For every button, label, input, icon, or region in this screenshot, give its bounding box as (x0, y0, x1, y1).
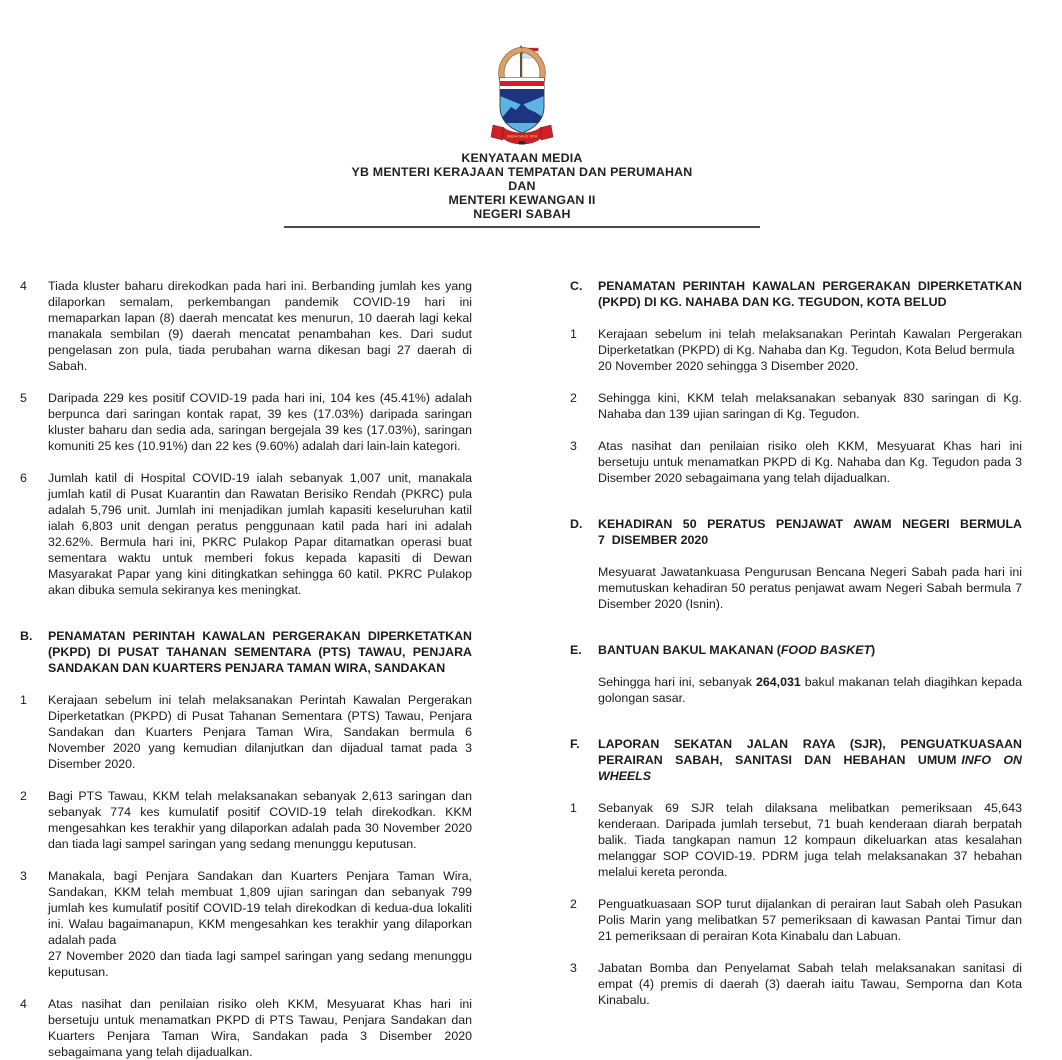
item-number: 2 (20, 789, 27, 803)
item-text: Sehingga kini, KKM telah melaksanakan sebanyak 830 saringan di Kg. Nahaba dan 139 ujian saringan di Kg. Tegudon. (598, 391, 1022, 421)
section-e-heading (570, 642, 1022, 658)
paragraph-a4 (20, 278, 472, 374)
paragraph-b1 (20, 692, 472, 772)
paragraph-f2 (570, 896, 1022, 944)
section-letter: E. (570, 643, 582, 657)
section-title (598, 642, 1022, 658)
paragraph-b3 (20, 868, 472, 980)
item-text: Bagi PTS Tawau, KKM telah melaksanakan sebanyak 2,613 saringan dan sebanyak 774 kes kumulatif positif COVID-19 telah direkodkan. KKM mengesahkan kes terakhir yang dilaporkan adalah pada 30 November 2020 dan tiada lagi sampel saringan yang sedang menunggu keputusan. (48, 789, 472, 851)
paragraph-b4 (20, 996, 472, 1060)
item-text-part-1: Penguatkuasaan SOP turut dijalankan di perairan laut Sabah oleh Pasukan Polis Marin yang melibatkan 57 pemeriksaan di kawasan Pantai Timur dan (598, 897, 1022, 927)
paragraph-a5 (20, 390, 472, 454)
item-number: 2 (570, 391, 577, 405)
section-title-text: BANTUAN BAKUL MAKANAN ( (598, 643, 781, 657)
paragraph-e1 (570, 674, 1022, 706)
paragraph-b2 (20, 788, 472, 852)
section-title-italic: FOOD BASKET (780, 643, 872, 657)
paragraph-c2 (570, 390, 1022, 422)
item-text: Sebanyak 69 SJR telah dilaksana melibatkan pemeriksaan 45,643 kenderaan. Daripada jumlah tersebut, 71 buah kenderaan diarah berpatah balik. Tiada tangkapan namun 12 kompaun dikeluarkan atas kesalahan melanggar SOP COVID-19. PDRM juga telah melaksanakan 37 hebahan melalui kereta peronda. (598, 801, 1022, 879)
paragraph-a6 (20, 470, 472, 598)
item-text-part-2: 20 November 2020 sehingga 3 Disember 2020. (598, 359, 859, 373)
paragraph-f3 (570, 960, 1022, 1008)
item-text: Jumlah katil di Hospital COVID-19 ialah sebanyak 1,007 unit, manakala jumlah katil di Pusat Kuarantin dan Rawatan Berisiko Rendah (PKRC) pula adalah 5,796 unit. Jumlah ini menjadikan jumlah kapasiti keseluruhan katil ialah 6,803 unit dengan peratus penggunaan katil pada hari ini adalah 32.62%. Bermula hari ini, PKRC Pulakop Papar ditamatkan operasi buat sementara waktu untuk memberi fokus kepada kapasiti di Dewan Masyarakat Papar yang kini ditingkatkan sehingga 60 katil. PKRC Pulakop akan dibuka semula sekiranya kes meningkat. (48, 471, 472, 597)
section-title (598, 736, 1022, 784)
item-text: Daripada 229 kes positif COVID-19 pada hari ini, 104 kes (45.41%) adalah berpunca dari saringan kontak rapat, 39 kes (17.03%) daripada saringan kluster baharu dan sedia ada, saringan bergejala 39 kes (17.03%), saringan komuniti 25 kes (10.91%) dan 22 kes (9.60%) adalah dari lain-lain kategori. (48, 391, 472, 453)
item-text (598, 896, 1022, 944)
section-title: PENAMATAN PERINTAH KAWALAN PERGERAKAN DIPERKETATKAN (PKPD) DI KG. NAHABA DAN KG. TEGUDON, KOTA BELUD (598, 279, 1022, 309)
right-column (570, 278, 1022, 1008)
header-title-line-1: KENYATAAN MEDIA (461, 151, 583, 165)
item-text-suffix: bakul makanan telah diagihkan kepada golongan sasar. (598, 675, 1022, 705)
section-letter: F. (570, 737, 580, 751)
section-c-heading (570, 278, 1022, 310)
item-text: Atas nasihat dan penilaian risiko oleh KKM, Mesyuarat Khas hari ini bersetuju untuk menamatkan PKPD di Kg. Nahaba dan Kg. Tegudon pada 3 Disember 2020 sebagaimana yang telah dijadualkan. (598, 439, 1022, 485)
item-number: 5 (20, 391, 27, 405)
section-letter: D. (570, 517, 583, 531)
section-title-line-2: 7 DISEMBER 2020 (598, 533, 709, 547)
section-title-suffix: ) (871, 643, 876, 657)
section-f-heading (570, 736, 1022, 784)
item-text (598, 326, 1022, 374)
section-title (598, 516, 1022, 548)
section-title: PENAMATAN PERINTAH KAWALAN PERGERAKAN DIPERKETATKAN (PKPD) DI PUSAT TAHANAN SEMENTARA (PTS) TAWAU, PENJARA SANDAKAN DAN KUARTERS PENJARA TAMAN WIRA, SANDAKAN (48, 629, 472, 675)
header-divider (284, 226, 760, 228)
section-title-line-1: KEHADIRAN 50 PERATUS PENJAWAT AWAM NEGERI BERMULA (598, 517, 1022, 531)
left-column (20, 278, 472, 1060)
item-number: 3 (570, 439, 577, 453)
item-text-prefix: Sehingga hari ini, sebanyak (598, 675, 756, 689)
item-number-spacer (570, 674, 598, 706)
item-text-part-1: Kerajaan sebelum ini telah melaksanakan Perintah Kawalan Pergerakan Diperketatkan (PKPD) di Kg. Nahaba dan Kg. Tegudon, Kota Belud bermula (598, 327, 1022, 357)
item-number: 1 (570, 801, 577, 815)
section-letter: B. (20, 629, 33, 643)
item-number: 4 (20, 997, 27, 1011)
section-letter: C. (570, 279, 583, 293)
item-text: Kerajaan sebelum ini telah melaksanakan Perintah Kawalan Pergerakan Diperketatkan (PKPD) di Pusat Tahanan Sementara (PTS) Tawau, Penjara Sandakan dan Kuarters Penjara Taman Wira, Sandakan bermula 6 November 2020 yang kemudian dilanjutkan dan dijadual tamat pada 3 Disember 2020. (48, 693, 472, 771)
section-title-italic: INFO ON WHEELS (598, 753, 1022, 783)
header-title-line-2: YB MENTERI KERAJAAN TEMPATAN DAN PERUMAHAN (351, 165, 693, 179)
item-number: 2 (570, 897, 577, 911)
item-number: 1 (570, 327, 577, 341)
section-d-heading (570, 516, 1022, 548)
header-title-line-5: NEGERI SABAH (473, 207, 571, 221)
item-number: 1 (20, 693, 27, 707)
item-text: Jabatan Bomba dan Penyelamat Sabah telah melaksanakan sanitasi di empat (4) premis di daerah (3) daerah iaitu Tawau, Semporna dan Kota Kinabalu. (598, 961, 1022, 1007)
document-header (284, 45, 760, 228)
item-number: 6 (20, 471, 27, 485)
item-number: 3 (570, 961, 577, 975)
item-text (598, 674, 1022, 706)
paragraph-c1 (570, 326, 1022, 374)
paragraph-f1 (570, 800, 1022, 880)
paragraph-d1 (570, 564, 1022, 612)
item-text: Atas nasihat dan penilaian risiko oleh KKM, Mesyuarat Khas hari ini bersetuju untuk menamatkan PKPD di PTS Tawau, Penjara Sandakan dan Kuarters Penjara Taman Wira, Sandakan pada 3 Disember 2020 sebagaimana yang telah dijadualkan. (48, 997, 472, 1059)
sabah-crest-logo (483, 45, 561, 145)
item-text-part-1: Manakala, bagi Penjara Sandakan dan Kuarters Penjara Taman Wira, Sandakan, KKM telah membuat 1,809 ujian saringan dan sebanyak 799 jumlah kes kumulatif positif COVID-19 telah direkodkan di kedua-dua lokaliti ini. Walau bagaimanapun, KKM mengesahkan kes terakhir yang dilaporkan adalah pada (48, 869, 472, 947)
paragraph-c3 (570, 438, 1022, 486)
crest-motto-text: SABAH MAJU JAYA (506, 134, 538, 139)
item-text: Tiada kluster baharu direkodkan pada hari ini. Berbanding jumlah kes yang dilaporkan semalam, perkembangan pandemik COVID-19 hari ini memaparkan lapan (8) daerah mencatat kes menurun, 10 daerah lagi kekal manakala sembilan (9) daerah mencatat penambahan kes. Dari sudut pengelasan zon pula, tiada perubahan warna dikesan bagi 27 daerah di Sabah. (48, 279, 472, 373)
item-number: 4 (20, 279, 27, 293)
item-text (48, 868, 472, 980)
section-b-heading (20, 628, 472, 676)
item-text-part-2: 27 November 2020 dan tiada lagi sampel saringan yang sedang menunggu keputusan. (48, 949, 472, 979)
item-text-bold-value: 264,031 (755, 675, 801, 689)
section-title-text: LAPORAN SEKATAN JALAN RAYA (SJR), PENGUATKUASAAN PERAIRAN SABAH, SANITASI DAN HEBAHAN UMUM (598, 737, 1022, 767)
item-number-spacer (570, 564, 598, 612)
header-title-line-3: DAN (508, 179, 536, 193)
item-text: Mesyuarat Jawatankuasa Pengurusan Bencana Negeri Sabah pada hari ini memutuskan kehadiran 50 peratus penjawat awam Negeri Sabah bermula 7 Disember 2020 (Isnin). (598, 565, 1022, 611)
item-text-part-2: 21 pemeriksaan di perairan Kota Kinabalu dan Labuan. (598, 929, 902, 943)
item-number: 3 (20, 869, 27, 883)
header-title-line-4: MENTERI KEWANGAN II (448, 193, 596, 207)
